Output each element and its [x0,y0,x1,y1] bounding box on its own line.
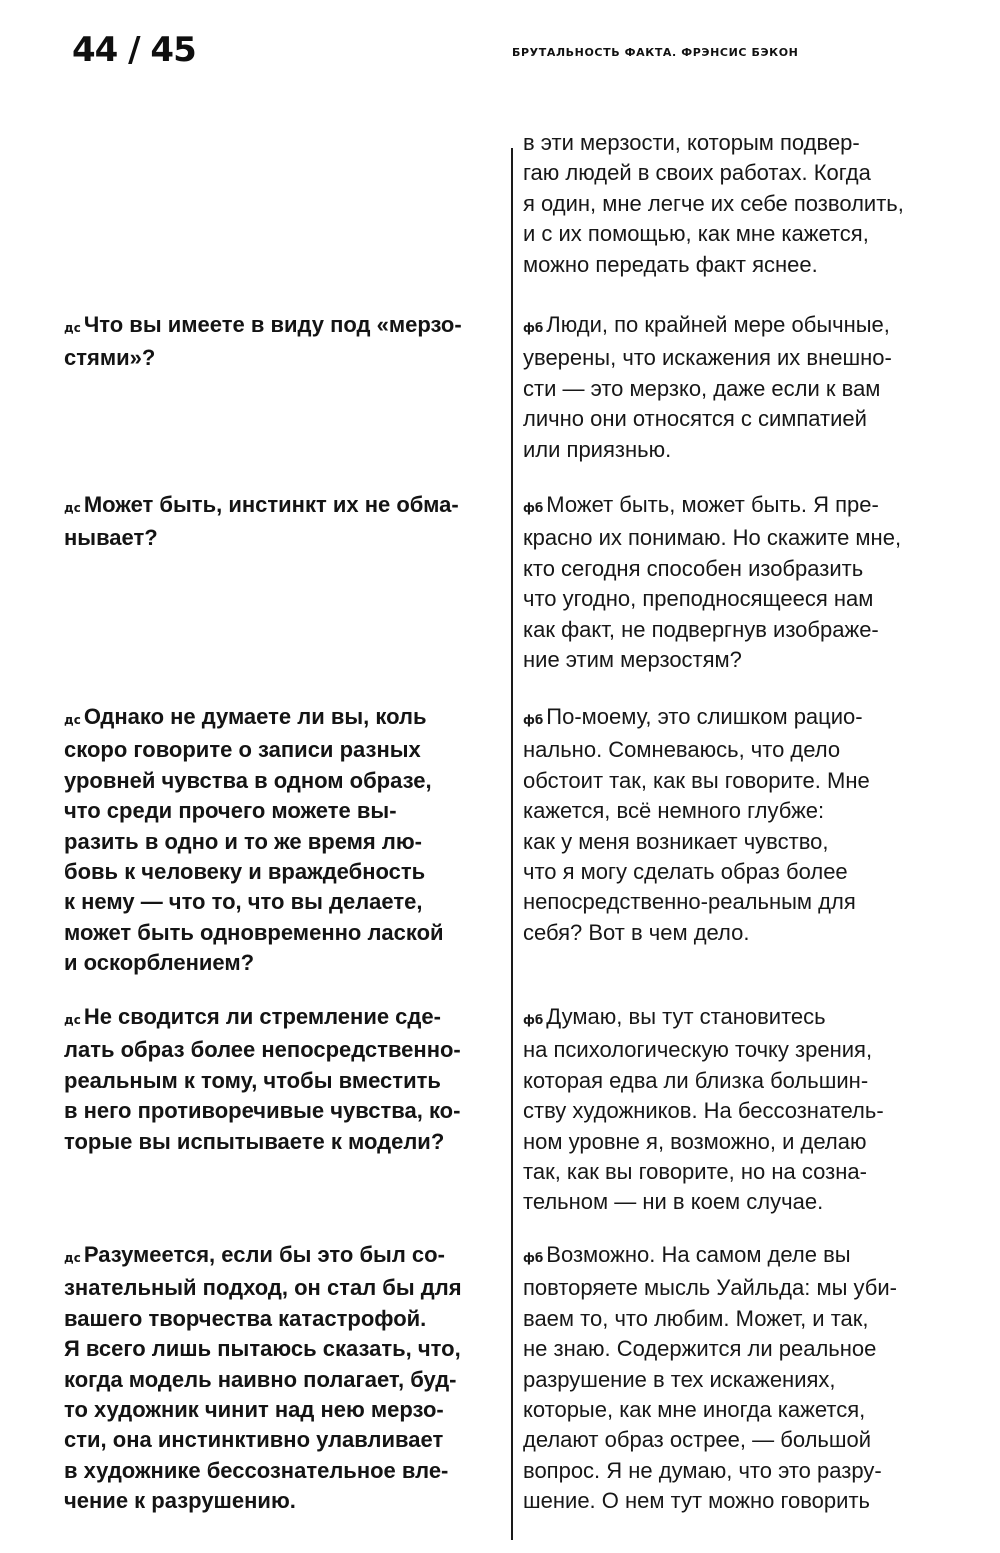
text-line: когда модель наивно полагает, буд- [64,1366,457,1392]
text-line: кажется, всё немного глубже: [523,798,825,824]
question-2 [64,490,509,554]
text-line: повторяете мысль Уайльда: мы уби- [523,1275,897,1301]
speaker-tag-artist: фб [523,501,544,515]
answer-2 [523,490,973,675]
speaker-tag-artist: фб [523,1013,544,1027]
speaker-tag-interviewer: дс [64,321,81,335]
text-line: разрушение в тех искажениях, [523,1366,836,1392]
text-line: в эти мерзости, которым подвер- [523,130,860,155]
text-line: знательный подход, он стал бы для [64,1275,462,1301]
text-line-content: Может быть, может быть. Я пре- [546,492,879,517]
page-number: 44 / 45 [72,30,196,70]
text-line: может быть одновременно лаской [64,919,444,945]
speaker-tag-interviewer: дс [64,1251,81,1265]
speaker-tag-interviewer: дс [64,713,81,727]
text-line: нывает? [64,525,158,551]
text-line: лать образ более непосредственно- [64,1037,461,1063]
text-line: нально. Сомневаюсь, что дело [523,737,841,763]
running-title: БРУТАЛЬНОСТЬ ФАКТА. ФРЭНСИС БЭКОН [512,46,799,59]
text-line-content: По-моему, это слишком рацио- [546,704,863,729]
text-line: к нему — что то, что вы делаете, [64,889,423,915]
text-line: которая едва ли близка большин- [523,1067,869,1093]
speaker-tag-interviewer: дс [64,1013,81,1027]
text-line [64,1002,509,1035]
text-line: или приязнью. [523,436,672,462]
answer-5 [523,1240,973,1517]
question-4 [64,1002,509,1157]
text-line [523,1240,973,1273]
speaker-tag-artist: фб [523,321,544,335]
text-line: кто сегодня способен изобразить [523,555,864,581]
text-line: что среди прочего можете вы- [64,798,397,824]
text-line: тельном — ни в коем случае. [523,1189,824,1215]
text-line: сти — это мерзко, даже если к вам [523,375,881,401]
text-line: ном уровне я, возможно, и делаю [523,1128,867,1154]
text-line: в художнике бессознательное вле- [64,1457,449,1483]
text-line-content: Что вы имеете в виду под «мерзо- [83,312,462,337]
text-line: разить в одно и то же время лю- [64,828,422,854]
answer-3 [523,702,973,948]
text-line: обстоит так, как вы говорите. Мне [523,767,870,793]
text-line-content: Люди, по крайней мере обычные, [546,312,890,337]
text-line: так, как вы говорите, но на созна- [523,1159,867,1185]
text-line: красно их понимаю. Но скажите мне, [523,525,902,551]
text-line: лично они относятся с симпатией [523,406,867,432]
text-line: вашего творчества катастрофой. [64,1305,427,1331]
text-line: и оскорблением? [64,950,255,976]
text-line: гаю людей в своих работах. Когда [523,160,871,186]
text-line-content: Думаю, вы тут становитесь [546,1004,826,1029]
text-line: делают образ острее, — большой [523,1427,872,1453]
text-line: стями»? [64,345,156,371]
text-line: непосредственно-реальным для [523,889,856,915]
text-line: что угодно, преподносящееся нам [523,586,874,612]
text-line: на психологическую точку зрения, [523,1037,873,1063]
speaker-tag-interviewer: дс [64,501,81,515]
text-line [523,1002,973,1035]
text-line: я один, мне легче их себе позволить, [523,190,904,216]
text-line: себя? Вот в чем дело. [523,919,750,945]
text-line: чение к разрушению. [64,1488,296,1514]
text-line-content: Возможно. На самом деле вы [546,1242,851,1267]
text-line: уровней чувства в одном образе, [64,767,432,793]
answer-continuation [523,128,973,280]
text-line-content: Разумеется, если бы это был со- [83,1242,445,1267]
answer-4 [523,1002,973,1218]
question-1 [64,310,509,374]
text-line [523,490,973,523]
speaker-tag-artist: фб [523,713,544,727]
text-line: ству художников. На бессознатель- [523,1098,884,1124]
text-line: сти, она инстинктивно улавливает [64,1427,444,1453]
text-line [523,702,973,735]
text-line: то художник чинит над нею мерзо- [64,1397,444,1423]
text-line [64,490,509,523]
text-line [64,702,509,735]
text-line-content: Может быть, инстинкт их не обма- [83,492,459,517]
text-line: как у меня возникает чувство, [523,828,829,854]
text-line: что я могу сделать образ более [523,859,848,885]
text-line [523,310,973,343]
text-line: бовь к человеку и враждебность [64,859,426,885]
text-line: Я всего лишь пытаюсь сказать, что, [64,1336,461,1362]
text-line: в него противоречивые чувства, ко- [64,1098,461,1124]
text-line: которые, как мне иногда кажется, [523,1397,866,1423]
text-line: как факт, не подвергнув изображе- [523,616,879,642]
text-line: шение. О нем тут можно говорить [523,1488,870,1514]
text-line: ваем то, что любим. Может, и так, [523,1305,869,1331]
text-line: торые вы испытываете к модели? [64,1128,445,1154]
text-line: вопрос. Я не думаю, что это разру- [523,1457,882,1483]
text-line [64,310,509,343]
speaker-tag-artist: фб [523,1251,544,1265]
column-divider [511,148,513,1540]
text-line: не знаю. Содержится ли реальное [523,1336,877,1362]
text-line-content: Не сводится ли стремление сде- [83,1004,441,1029]
question-5 [64,1240,509,1517]
text-line: и с их помощью, как мне кажется, [523,221,869,247]
text-line-content: Однако не думаете ли вы, коль [83,704,427,729]
text-line: реальным к тому, чтобы вместить [64,1067,441,1093]
text-line: уверены, что искажения их внешно- [523,345,892,371]
text-line: скоро говорите о записи разных [64,737,421,763]
text-line: можно передать факт яснее. [523,251,818,277]
question-3 [64,702,509,979]
text-line [64,1240,509,1273]
answer-1 [523,310,973,465]
text-line: ние этим мерзостям? [523,647,742,673]
